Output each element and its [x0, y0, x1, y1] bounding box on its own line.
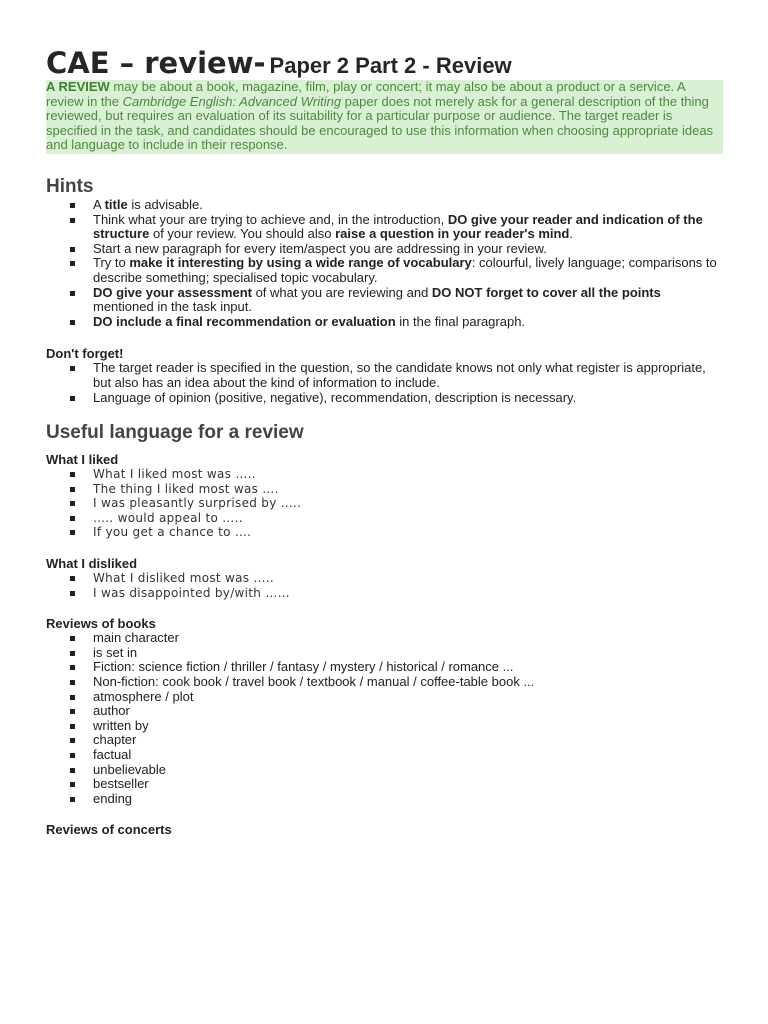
what-i-liked-heading: What I liked — [46, 452, 119, 468]
list-item: I was pleasantly surprised by ….. — [46, 496, 722, 511]
intro-text-1: may be about a book, magazine, film, play or concert; it may also be about a product or a service. A review in the — [46, 79, 686, 109]
intro-highlight — [46, 80, 723, 154]
list-item: ending — [46, 792, 722, 807]
list-item: author — [46, 704, 722, 719]
list-item: Start a new paragraph for every item/aspect you are addressing in your review. — [46, 242, 722, 257]
hints-heading: Hints — [46, 175, 94, 197]
list-item: The thing I liked most was …. — [46, 482, 722, 497]
list-item: The target reader is specified in the question, so the candidate knows not only what register is appropriate, but also has an idea about the kind of information to include. — [46, 361, 722, 390]
title-subtitle: Paper 2 Part 2 - Review — [269, 53, 512, 78]
useful-language-heading: Useful language for a review — [46, 422, 304, 444]
list-item: What I disliked most was ….. — [46, 571, 722, 586]
intro-italic: Cambridge English: Advanced Writing — [122, 93, 342, 109]
reviews-of-concerts-heading: Reviews of concerts — [46, 822, 172, 838]
list-item: Non-fiction: cook book / travel book / textbook / manual / coffee-table book ... — [46, 675, 722, 690]
dont-forget-list — [46, 361, 722, 405]
list-item: I was disappointed by/with …… — [46, 586, 722, 601]
list-item: unbelievable — [46, 763, 722, 778]
liked-list — [46, 467, 722, 540]
list-item: What I liked most was ….. — [46, 467, 722, 482]
list-item: main character — [46, 631, 722, 646]
intro-lead: A REVIEW — [46, 79, 110, 94]
intro-text-2: paper does not merely ask for a general description of the thing reviewed, but requires an evaluation of its suitability for a particular purpose or audience. The target reader is specified in the task, and candidates should be encouraged to use this information when choosing appropriate ideas and language to include in their response. — [46, 93, 714, 153]
list-item: Fiction: science fiction / thriller / fantasy / mystery / historical / romance ... — [46, 660, 722, 675]
list-item: chapter — [46, 733, 722, 748]
list-item: factual — [46, 748, 722, 763]
list-item: If you get a chance to …. — [46, 525, 722, 540]
disliked-list — [46, 571, 722, 600]
dont-forget-heading: Don't forget! — [46, 346, 124, 362]
list-item: A title is advisable. — [46, 198, 722, 213]
hints-list — [46, 198, 722, 329]
reviews-of-books-heading: Reviews of books — [46, 616, 156, 632]
list-item: ….. would appeal to ….. — [46, 511, 722, 526]
books-list — [46, 631, 722, 806]
what-i-disliked-heading: What I disliked — [46, 556, 138, 572]
list-item: atmosphere / plot — [46, 690, 722, 705]
page-title — [46, 44, 722, 80]
list-item: written by — [46, 719, 722, 734]
title-main: CAE – review- — [46, 46, 266, 80]
list-item: is set in — [46, 646, 722, 661]
list-item: bestseller — [46, 777, 722, 792]
list-item: Language of opinion (positive, negative), recommendation, description is necessary. — [46, 391, 722, 406]
list-item: DO give your assessment of what you are reviewing and DO NOT forget to cover all the points mentioned in the task input. — [46, 286, 722, 315]
list-item: Think what your are trying to achieve and, in the introduction, DO give your reader and indication of the structure of your review. You should also raise a question in your reader's mind. — [46, 213, 722, 242]
list-item: DO include a final recommendation or evaluation in the final paragraph. — [46, 315, 722, 330]
list-item: Try to make it interesting by using a wide range of vocabulary: colourful, lively language; comparisons to describe something; specialised topic vocabulary. — [46, 256, 722, 285]
